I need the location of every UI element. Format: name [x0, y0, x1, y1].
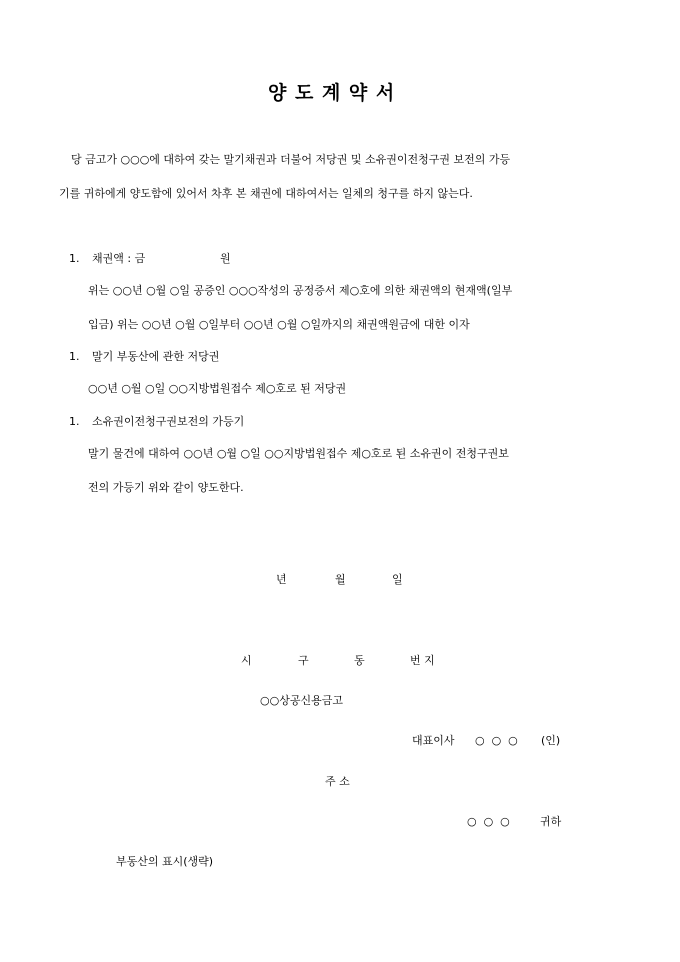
- recipient-name: ○ ○ ○: [467, 815, 510, 828]
- item-3-line-1: 말기 물건에 대하여 ○○년 ○월 ○일 ○○지방법원접수 제○호로 된 소유권이 전청구권보: [88, 447, 509, 460]
- item-3-number: 1.: [69, 415, 80, 428]
- item-3-heading: 소유권이전청구권보전의 가등기: [92, 415, 245, 428]
- date-year: 년: [276, 573, 287, 586]
- item-2-number: 1.: [69, 350, 80, 363]
- address-beonji: 번 지: [410, 654, 435, 667]
- address-si: 시: [241, 654, 252, 667]
- item-1-line-1: 위는 ○○년 ○월 ○일 공증인 ○○○작성의 공정증서 제○호에 의한 채권액의 현재액(일부: [88, 284, 513, 297]
- company-name: ○○상공신용금고: [260, 694, 343, 707]
- address-dong: 동: [354, 654, 365, 667]
- item-1-number: 1.: [69, 252, 80, 265]
- representative-name: ○ ○ ○: [475, 734, 518, 747]
- item-1-heading-suffix: 원: [220, 252, 231, 265]
- document-title: 양 도 계 약 서: [268, 82, 396, 104]
- item-3-line-2: 전의 가등기 위와 같이 양도한다.: [88, 481, 244, 494]
- intro-line-2: 기를 귀하에게 양도함에 있어서 차후 본 채권에 대하여서는 일체의 청구를 하지 않는다.: [59, 187, 473, 200]
- item-1-line-2: 입금) 위는 ○○년 ○월 ○일부터 ○○년 ○월 ○일까지의 채권액원금에 대한 이자: [88, 318, 470, 331]
- property-note: 부동산의 표시(생략): [116, 855, 214, 868]
- representative-seal: (인): [541, 734, 561, 747]
- item-2-heading: 말기 부동산에 관한 저당권: [92, 350, 220, 363]
- recipient-address-label: 주 소: [325, 775, 350, 788]
- date-day: 일: [392, 573, 403, 586]
- item-2-line-1: ○○년 ○월 ○일 ○○지방법원접수 제○호로 된 저당권: [88, 382, 347, 395]
- representative-title: 대표이사: [412, 734, 455, 747]
- date-month: 월: [335, 573, 346, 586]
- intro-line-1: 당 금고가 ○○○에 대하여 갖는 말기채권과 더불어 저당권 및 소유권이전청구권 보전의 가등: [71, 153, 511, 166]
- address-gu: 구: [298, 654, 309, 667]
- recipient-honorific: 귀하: [540, 815, 562, 828]
- item-1-heading: 채권액 : 금: [92, 252, 146, 265]
